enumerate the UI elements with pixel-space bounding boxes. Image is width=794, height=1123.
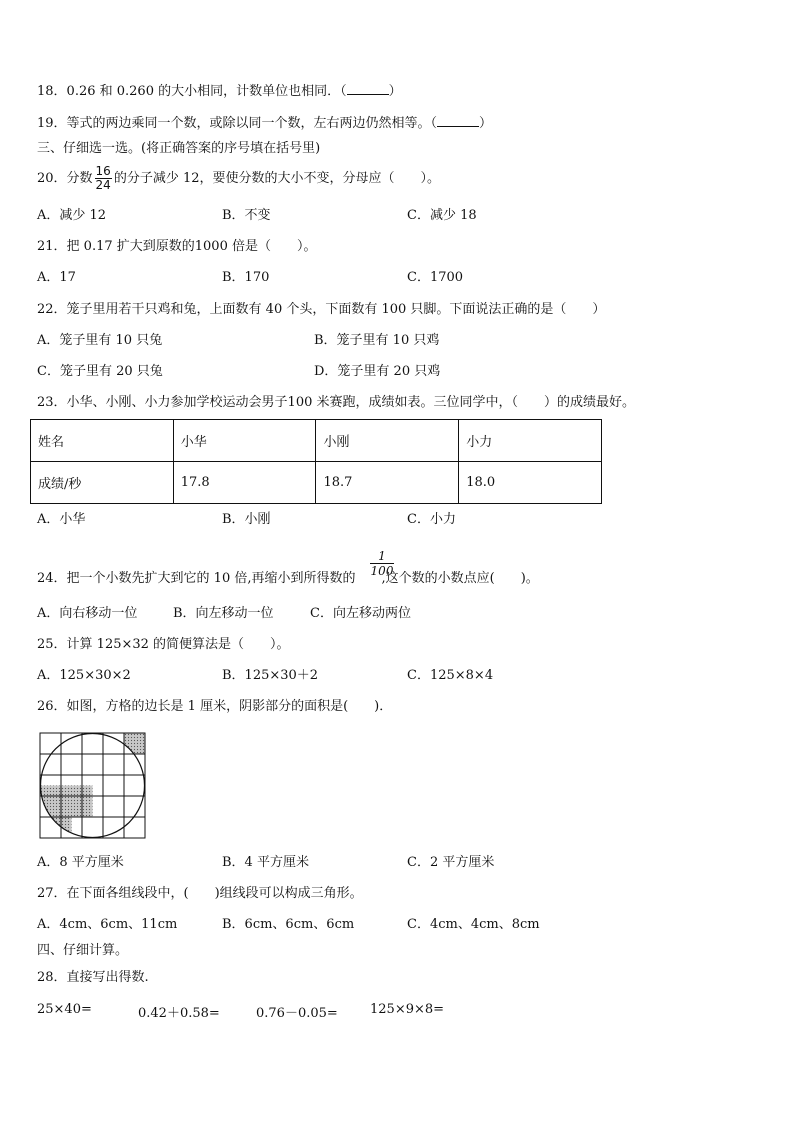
section-4-heading: 四、仔细计算。 <box>37 943 129 958</box>
table-cell: 小华 <box>173 420 316 462</box>
q23-option-c[interactable]: C．小力 <box>407 512 456 527</box>
question-19-text: 19．等式的两边乘同一个数，或除以同一个数，左右两边仍然相等。（ <box>37 116 438 131</box>
question-28: 28．直接写出得数. <box>37 970 149 985</box>
question-23: 23．小华、小刚、小力参加学校运动会男子100 米赛跑，成绩如表。三位同学中，（ ）的成绩最好。 <box>37 395 635 410</box>
q23-option-b[interactable]: B．小刚 <box>222 512 271 527</box>
q25-option-a[interactable]: A．125×30×2 <box>37 668 131 683</box>
question-18-text: 18．0.26 和 0.260 的大小相同，计数单位也相同．（ <box>37 84 347 99</box>
question-27: 27．在下面各组线段中，( )组线段可以构成三角形。 <box>37 886 363 901</box>
q20-option-c[interactable]: C．减少 18 <box>407 208 477 223</box>
table-cell: 小刚 <box>316 420 459 462</box>
q22-option-c[interactable]: C．笼子里有 20 只兔 <box>37 364 163 379</box>
score-table <box>30 419 602 504</box>
table-cell: 17.8 <box>173 462 316 504</box>
q22-option-d[interactable]: D．笼子里有 20 只鸡 <box>314 364 441 379</box>
q26-option-c[interactable]: C．2 平方厘米 <box>407 855 495 870</box>
q25-option-b[interactable]: B．125×30＋2 <box>222 668 319 683</box>
answer-blank-19[interactable] <box>437 114 479 127</box>
table-cell: 18.7 <box>316 462 459 504</box>
q21-option-b[interactable]: B．170 <box>222 270 270 285</box>
q24-option-c[interactable]: C．向左移动两位 <box>310 606 411 621</box>
table-cell: 小力 <box>459 420 602 462</box>
q24-option-a[interactable]: A．向右移动一位 <box>37 606 138 621</box>
q25-option-c[interactable]: C．125×8×4 <box>407 668 494 683</box>
question-24: 24．把一个小数先扩大到它的 10 倍,再缩小到所得数的 ,这个数的小数点应( )。 <box>37 571 539 586</box>
q21-option-c[interactable]: C．1700 <box>407 270 464 285</box>
question-20: 20．分数 $\frac{16}{24}$ 的分子减少 12，要使分数的大小不变，分母应（ ）。 <box>37 164 441 192</box>
table-row <box>31 462 602 504</box>
question-25: 25．计算 125×32 的简便算法是（ ）。 <box>37 637 290 652</box>
calc-item-1: 25×40= <box>37 1002 92 1017</box>
q26-option-a[interactable]: A．8 平方厘米 <box>37 855 124 870</box>
question-22: 22．笼子里用若干只鸡和兔，上面数有 40 个头，下面数有 100 只脚。下面说法正确的是（ ） <box>37 302 606 317</box>
q24-option-b[interactable]: B．向左移动一位 <box>173 606 274 621</box>
calc-item-3: 0.76－0.05= <box>256 1006 338 1021</box>
table-cell: 成绩/秒 <box>31 462 174 504</box>
q27-option-b[interactable]: B．6cm、6cm、6cm <box>222 917 355 932</box>
question-18: 18．0.26 和 0.260 的大小相同，计数单位也相同．（ ） <box>37 84 402 99</box>
shaded-corner <box>124 733 145 754</box>
q26-option-b[interactable]: B．4 平方厘米 <box>222 855 309 870</box>
calc-item-2: 0.42＋0.58= <box>138 1006 220 1021</box>
section-3-heading: 三、仔细选一选。(将正确答案的序号填在括号里) <box>37 141 321 156</box>
q23-option-a[interactable]: A．小华 <box>37 512 86 527</box>
q20-option-a[interactable]: A．减少 12 <box>37 208 107 223</box>
grid-circle-figure <box>39 732 147 840</box>
fraction-1-100: $\frac{1}{100}$ <box>370 549 394 578</box>
question-26: 26．如图，方格的边长是 1 厘米，阴影部分的面积是( )． <box>37 699 393 714</box>
q27-option-c[interactable]: C．4cm、4cm、8cm <box>407 917 540 932</box>
question-21: 21．把 0.17 扩大到原数的1000 倍是（ ）。 <box>37 239 317 254</box>
q20-option-b[interactable]: B．不变 <box>222 208 271 223</box>
answer-blank-18[interactable] <box>347 82 389 95</box>
q27-option-a[interactable]: A．4cm、6cm、11cm <box>37 917 178 932</box>
calc-item-4: 125×9×8= <box>370 1002 445 1017</box>
question-19: 19．等式的两边乘同一个数，或除以同一个数，左右两边仍然相等。（ ） <box>37 116 493 131</box>
table-cell: 姓名 <box>31 420 174 462</box>
fraction-16-24: $\frac{16}{24}$ <box>95 164 111 192</box>
q22-option-b[interactable]: B．笼子里有 10 只鸡 <box>314 333 440 348</box>
q22-option-a[interactable]: A．笼子里有 10 只兔 <box>37 333 163 348</box>
table-row <box>31 420 602 462</box>
table-cell: 18.0 <box>459 462 602 504</box>
q21-option-a[interactable]: A．17 <box>37 270 76 285</box>
